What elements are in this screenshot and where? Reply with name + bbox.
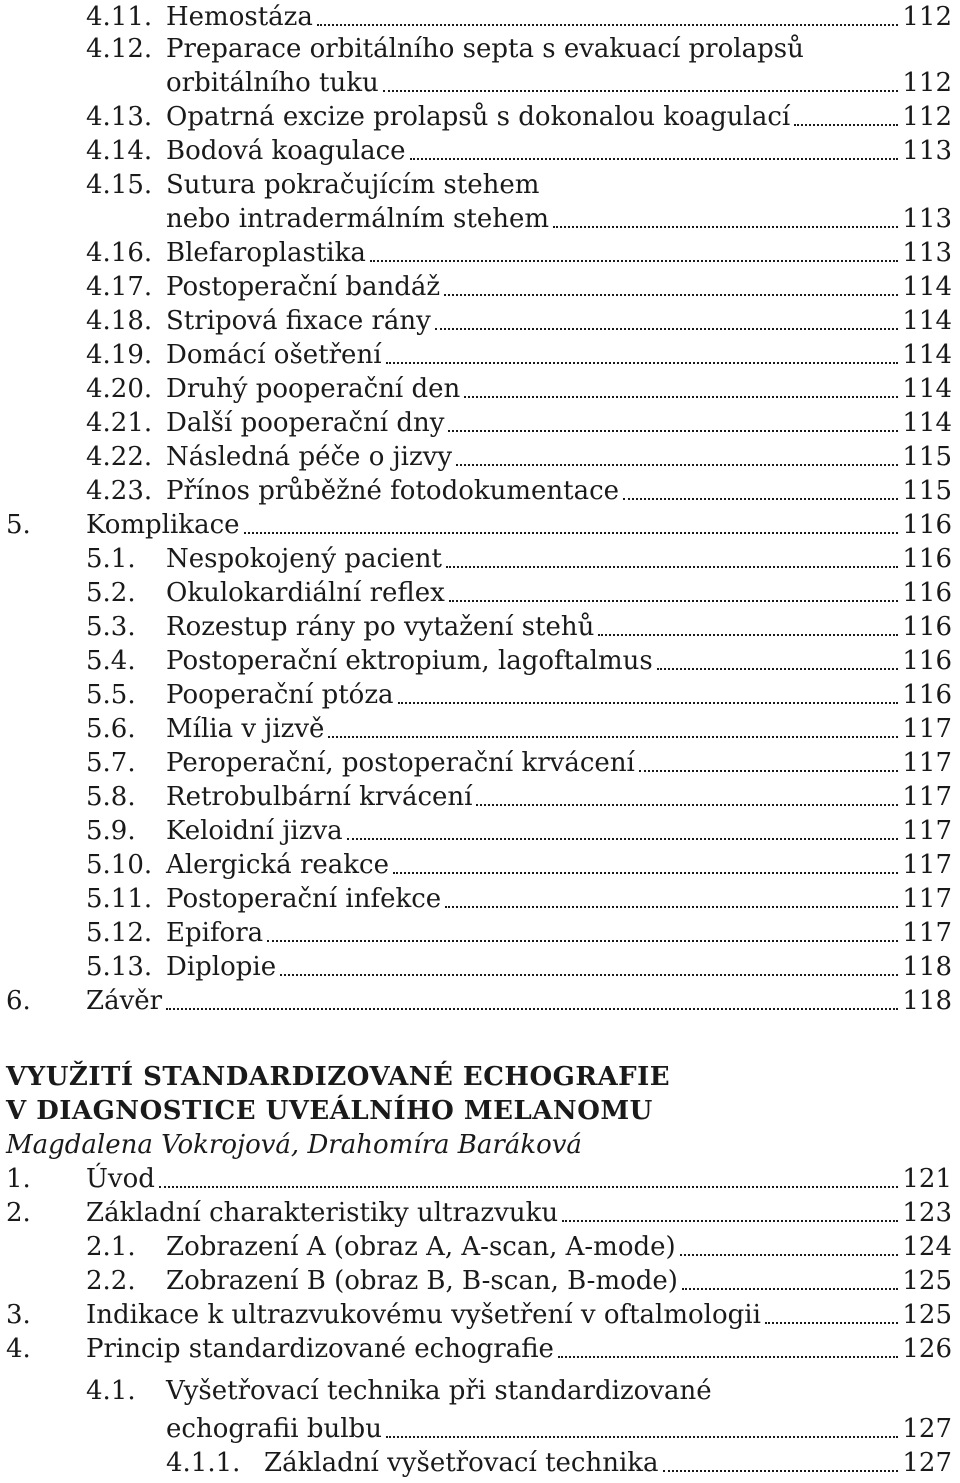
leader-dots [639, 770, 898, 772]
entry-page: 114 [902, 374, 952, 404]
leader-dots [558, 1356, 898, 1358]
leader-dots [383, 90, 899, 92]
entry-page: 114 [902, 340, 952, 370]
entry-number: 4.12. [86, 34, 153, 64]
entry-title: Okulokardiální reflex [166, 578, 445, 608]
toc-subentry [166, 1446, 952, 1480]
entry-number: 5.2. [86, 578, 136, 608]
entry-page: 118 [902, 986, 952, 1016]
entry-page: 116 [902, 544, 952, 574]
toc-entry [86, 406, 952, 440]
leader-dots [370, 260, 899, 262]
entry-number: 5.4. [86, 646, 136, 676]
leader-dots [598, 634, 898, 636]
entry-title: Pooperační ptóza [166, 680, 394, 710]
toc-chapter [6, 1332, 952, 1366]
entry-page: 115 [902, 476, 952, 506]
entry-number: 5.7. [86, 748, 136, 778]
leader-dots [623, 498, 898, 500]
entry-number: 5.6. [86, 714, 136, 744]
entry-number: 4.15. [86, 170, 153, 200]
leader-dots [386, 362, 899, 364]
leader-dots [159, 1186, 898, 1188]
entry-number: 2.1. [86, 1232, 136, 1262]
entry-number: 5.10. [86, 850, 153, 880]
leader-dots [347, 838, 899, 840]
entry-number: 5.3. [86, 612, 136, 642]
leader-dots [553, 226, 898, 228]
entry-page: 124 [902, 1232, 952, 1262]
leader-dots [682, 1288, 898, 1290]
toc-entry [86, 916, 952, 950]
chapter-number: 2. [6, 1198, 31, 1228]
leader-dots [456, 464, 898, 466]
leader-dots [765, 1322, 898, 1324]
leader-dots [448, 430, 898, 432]
toc-chapter [6, 1162, 952, 1196]
entry-number: 4.13. [86, 102, 153, 132]
entry-number: 5.9. [86, 816, 136, 846]
section-heading-line1: VYUŽITÍ STANDARDIZOVANÉ ECHOGRAFIE [6, 1062, 671, 1092]
entry-number: 4.22. [86, 442, 153, 472]
entry-title: Postoperační infekce [166, 884, 442, 914]
toc-entry [86, 168, 952, 202]
entry-page: 125 [902, 1300, 952, 1330]
entry-title-continued: echografii bulbu [166, 1414, 382, 1444]
chapter-number: 3. [6, 1300, 31, 1330]
entry-page: 116 [902, 646, 952, 676]
toc-chapter [6, 1196, 952, 1230]
toc-entry [86, 100, 952, 134]
entry-page: 126 [902, 1334, 952, 1364]
entry-title: Mília v jizvě [166, 714, 325, 744]
entry-page: 116 [902, 612, 952, 642]
entry-title: Postoperační bandáž [166, 272, 441, 302]
toc-entry [86, 32, 952, 66]
chapter-title: Indikace k ultrazvukovému vyšetření v oftalmologii [86, 1300, 761, 1330]
entry-title: Peroperační, postoperační krvácení [166, 748, 635, 778]
entry-title: Keloidní jizva [166, 816, 343, 846]
entry-title: Rozestup rány po vytažení stehů [166, 612, 595, 642]
chapter-title: Závěr [86, 986, 163, 1016]
entry-page: 127 [902, 1414, 952, 1444]
chapter-number: 6. [6, 986, 31, 1016]
toc-entry [86, 678, 952, 712]
entry-page: 117 [902, 816, 952, 846]
leader-dots [449, 600, 899, 602]
section-heading-line2: V DIAGNOSTICE UVEÁLNÍHO MELANOMU [6, 1096, 653, 1126]
entry-number: 2.2. [86, 1266, 136, 1296]
section-authors: Magdalena Vokrojová, Drahomíra Baráková [6, 1130, 582, 1160]
entry-page: 113 [902, 204, 952, 234]
entry-page: 116 [902, 578, 952, 608]
entry-page: 118 [902, 952, 952, 982]
entry-number: 4.16. [86, 238, 153, 268]
chapter-title: Komplikace [86, 510, 240, 540]
entry-number: 4.1.1. [166, 1448, 241, 1478]
entry-number: 5.12. [86, 918, 153, 948]
leader-dots [410, 158, 899, 160]
entry-number: 5.8. [86, 782, 136, 812]
entry-page: 121 [902, 1164, 952, 1194]
leader-dots [386, 1436, 898, 1438]
toc-entry [86, 1264, 952, 1298]
entry-title: Druhý pooperační den [166, 374, 461, 404]
toc-entry [86, 950, 952, 984]
chapter-number: 1. [6, 1164, 31, 1194]
entry-title: Alergická reakce [166, 850, 389, 880]
leader-dots [166, 1008, 898, 1010]
leader-dots [393, 872, 898, 874]
toc-chapter [6, 984, 952, 1018]
toc-entry [86, 610, 952, 644]
toc-entry [86, 474, 952, 508]
entry-title: Další pooperační dny [166, 408, 445, 438]
toc-entry [86, 746, 952, 780]
entry-title: Vyšetřovací technika při standardizované [166, 1376, 712, 1406]
entry-number: 4.23. [86, 476, 153, 506]
toc-entry [86, 270, 952, 304]
entry-page: 114 [902, 306, 952, 336]
entry-page: 115 [902, 442, 952, 472]
toc-entry-continuation [166, 1412, 952, 1446]
leader-dots [398, 702, 899, 704]
chapter-title: Základní charakteristiky ultrazvuku [86, 1198, 559, 1228]
leader-dots [446, 566, 898, 568]
entry-number: 4.20. [86, 374, 153, 404]
entry-page: 113 [902, 136, 952, 166]
toc-chapter [6, 508, 952, 542]
leader-dots [317, 24, 899, 26]
entry-number: 4.14. [86, 136, 153, 166]
toc-entry [86, 1374, 952, 1408]
entry-page: 114 [902, 272, 952, 302]
toc-entry [86, 372, 952, 406]
toc-entry [86, 0, 952, 34]
leader-dots [464, 396, 898, 398]
entry-page: 112 [902, 2, 952, 32]
entry-title: Retrobulbární krvácení [166, 782, 473, 812]
leader-dots [663, 1470, 899, 1472]
entry-title: Opatrná excize prolapsů s dokonalou koagulací [166, 102, 791, 132]
entry-title: Postoperační ektropium, lagoftalmus [166, 646, 653, 676]
entry-number: 4.17. [86, 272, 153, 302]
entry-number: 4.11. [86, 2, 153, 32]
toc-entry [86, 236, 952, 270]
entry-page: 117 [902, 782, 952, 812]
toc-entry [86, 576, 952, 610]
entry-title: Sutura pokračujícím stehem [166, 170, 540, 200]
leader-dots [476, 804, 898, 806]
entry-title: Diplopie [166, 952, 277, 982]
entry-page: 112 [902, 102, 952, 132]
leader-dots [794, 124, 898, 126]
toc-entry [86, 304, 952, 338]
chapter-number: 5. [6, 510, 31, 540]
entry-title-continued: orbitálního tuku [166, 68, 379, 98]
entry-page: 127 [902, 1448, 952, 1478]
entry-page: 114 [902, 408, 952, 438]
leader-dots [562, 1220, 898, 1222]
entry-number: 5.11. [86, 884, 153, 914]
entry-page: 117 [902, 884, 952, 914]
entry-title: Následná péče o jizvy [166, 442, 453, 472]
toc-chapter [6, 1298, 952, 1332]
toc-entry [86, 542, 952, 576]
entry-title: Hemostáza [166, 2, 313, 32]
entry-number: 5.13. [86, 952, 153, 982]
leader-dots [267, 940, 898, 942]
entry-title: Epifora [166, 918, 264, 948]
entry-page: 123 [902, 1198, 952, 1228]
entry-page: 116 [902, 680, 952, 710]
chapter-title: Princip standardizované echografie [86, 1334, 554, 1364]
entry-number: 4.1. [86, 1376, 136, 1406]
toc-entry [86, 712, 952, 746]
entry-page: 117 [902, 918, 952, 948]
toc-entry [86, 134, 952, 168]
leader-dots [657, 668, 899, 670]
toc-entry [86, 780, 952, 814]
toc-entry [86, 882, 952, 916]
entry-title: Základní vyšetřovací technika [264, 1448, 659, 1478]
entry-number: 4.19. [86, 340, 153, 370]
entry-number: 5.5. [86, 680, 136, 710]
leader-dots [280, 974, 898, 976]
chapter-title: Úvod [86, 1164, 155, 1194]
chapter-number: 4. [6, 1334, 31, 1364]
entry-number: 4.21. [86, 408, 153, 438]
leader-dots [328, 736, 898, 738]
entry-page: 112 [902, 68, 952, 98]
entry-number: 5.1. [86, 544, 136, 574]
toc-entry [86, 1230, 952, 1264]
entry-page: 116 [902, 510, 952, 540]
entry-page: 117 [902, 850, 952, 880]
entry-title: Zobrazení B (obraz B, B-scan, B-mode) [166, 1266, 678, 1296]
leader-dots [445, 906, 898, 908]
entry-title: Přínos průběžné fotodokumentace [166, 476, 620, 506]
entry-page: 117 [902, 714, 952, 744]
leader-dots [444, 294, 898, 296]
toc-entry-continuation [166, 202, 952, 236]
toc-entry [86, 848, 952, 882]
toc-entry-continuation [166, 66, 952, 100]
entry-title: Bodová koagulace [166, 136, 406, 166]
entry-number: 4.18. [86, 306, 153, 336]
entry-title-continued: nebo intradermálním stehem [166, 204, 550, 234]
toc-entry [86, 338, 952, 372]
entry-title: Stripová fixace rány [166, 306, 431, 336]
entry-page: 117 [902, 748, 952, 778]
entry-page: 125 [902, 1266, 952, 1296]
toc-entry [86, 440, 952, 474]
leader-dots [435, 328, 899, 330]
leader-dots [244, 532, 899, 534]
toc-entry [86, 814, 952, 848]
leader-dots [680, 1254, 899, 1256]
entry-title: Nespokojený pacient [166, 544, 442, 574]
entry-page: 113 [902, 238, 952, 268]
entry-title: Domácí ošetření [166, 340, 382, 370]
entry-title: Blefaroplastika [166, 238, 366, 268]
entry-title: Zobrazení A (obraz A, A-scan, A-mode) [166, 1232, 676, 1262]
toc-entry [86, 644, 952, 678]
entry-title: Preparace orbitálního septa s evakuací prolapsů [166, 34, 804, 64]
